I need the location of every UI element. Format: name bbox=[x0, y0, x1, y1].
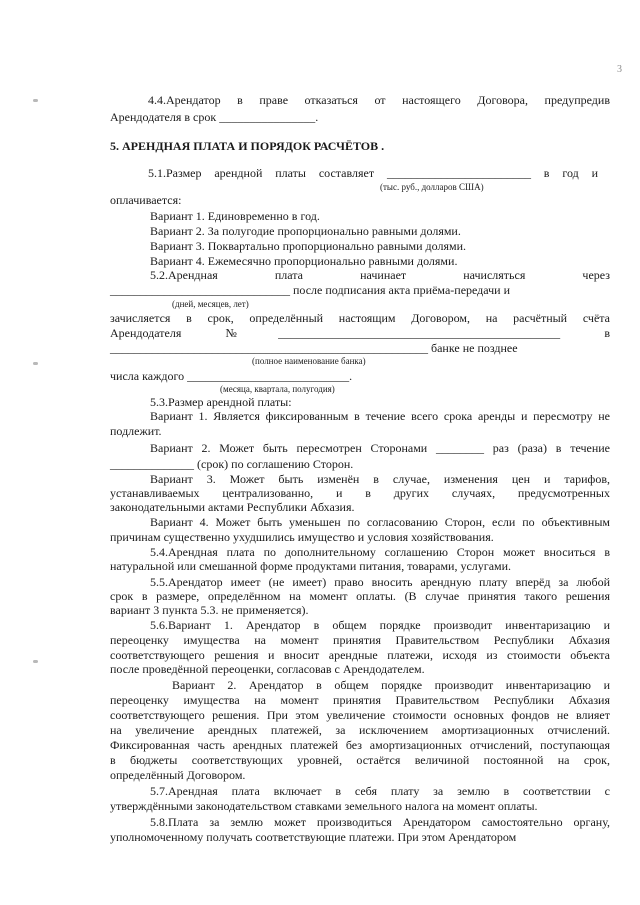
text-line: Вариант 1. Единовременно в год. bbox=[150, 209, 320, 223]
text-line: 5.7.Арендная плата включает в себя плату за землю в соответствии с bbox=[150, 784, 610, 798]
scan-mark bbox=[33, 99, 38, 102]
text-line: Вариант 3. Поквартально пропорционально равными долями. bbox=[150, 239, 467, 253]
text-line: определённый Договором. bbox=[110, 768, 246, 782]
field-caption: (полное наименование банка) bbox=[252, 356, 366, 366]
text-line: зачисляется в срок, определённый настоящим Договором, на расчётный счёта bbox=[110, 311, 610, 325]
text-line: Вариант 1. Является фиксированным в течение всего срока аренды и пересмотру не bbox=[150, 409, 610, 423]
text-line: числа каждого ___________________________. bbox=[110, 369, 353, 383]
scan-mark bbox=[33, 660, 38, 663]
text-line: Арендодателя №_______________________________________________ в bbox=[110, 326, 610, 340]
text-line: причинам существенно ухудшились имущество и условия хозяйствования. bbox=[110, 530, 494, 544]
text-line: Вариант 4. Может быть уменьшен по согласованию Сторон, если по объективным bbox=[150, 515, 610, 529]
text-line: на увеличение арендных платежей, за исключением амортизационных отчислений. bbox=[110, 723, 610, 737]
field-caption: (месяца, квартала, полугодия) bbox=[220, 384, 335, 394]
page-number: 3 bbox=[617, 64, 622, 75]
text-line: натуральной или смешанной форме продуктами питания, товарами, услугами. bbox=[110, 559, 512, 573]
text-line: срок в размере, определённом на момент оплаты. (В случае принятия такого решения bbox=[110, 589, 610, 603]
text-line: Арендодателя в срок ________________. bbox=[110, 110, 319, 124]
text-line: Вариант 2. За полугодие пропорционально равными долями. bbox=[150, 224, 461, 238]
text-line: законодательными актами Республики Абхазия. bbox=[110, 500, 355, 514]
text-line: 5.5.Арендатор имеет (не имеет) право вносить арендную плату вперёд за любой bbox=[150, 575, 610, 589]
text-line: Фиксированная часть арендных платежей без амортизационных отчислений, поступающая bbox=[110, 738, 610, 752]
text-line: 4.4.Арендатор в праве отказаться от настоящего Договора, предупредив bbox=[148, 93, 610, 107]
text-line: вариант 3 пункта 5.3. не применяется). bbox=[110, 603, 309, 617]
text-line: _____________________________________________________ банке не позднее bbox=[110, 341, 518, 355]
text-line: 5.3.Размер арендной платы: bbox=[150, 395, 292, 409]
text-line: оплачивается: bbox=[110, 193, 182, 207]
text-line: переоценку имущества на момент принятия Правительством Республики Абхазия bbox=[110, 693, 610, 707]
text-line: 5.2.Арендная плата начинает начисляться через bbox=[150, 268, 610, 282]
text-line: устанавливаемых централизованно, и в других случаях, предусмотренных bbox=[110, 486, 610, 500]
text-line: Вариант 2. Арендатор в общем порядке производит инвентаризацию и bbox=[172, 678, 610, 692]
text-line: подлежит. bbox=[110, 424, 162, 438]
text-line: ______________________________ после подписания акта приёма-передачи и bbox=[110, 283, 511, 297]
text-line: Вариант 3. Может быть изменён в случае, изменения цен и тарифов, bbox=[150, 472, 610, 486]
text-line: 5.1.Размер арендной платы составляет ________________________ в год и bbox=[148, 166, 598, 180]
section-heading: 5. АРЕНДНАЯ ПЛАТА И ПОРЯДОК РАСЧЁТОВ . bbox=[110, 139, 385, 153]
text-line: соответствующего решения. При этом увеличение стоимости основных фондов не влияет bbox=[110, 708, 610, 722]
text-line: переоценку имущества на момент принятия Правительством Республики Абхазия bbox=[110, 633, 610, 647]
text-line: Вариант 4. Ежемесячно пропорционально равными долями. bbox=[150, 254, 458, 268]
text-line: 5.6.Вариант 1. Арендатор в общем порядке производит инвентаризацию и bbox=[150, 618, 610, 632]
field-caption: (тыс. руб., долларов США) bbox=[380, 182, 484, 192]
text-line: 5.4.Арендная плата по дополнительному соглашению Сторон может вноситься в bbox=[150, 545, 610, 559]
text-line: уполномоченному получать соответствующие платежи. При этом Арендатором bbox=[110, 830, 517, 844]
text-line: Вариант 2. Может быть пересмотрен Сторонами ________ раз (раза) в течение bbox=[150, 441, 610, 455]
text-line: ______________ (срок) по соглашению Сторон. bbox=[110, 457, 354, 471]
text-line: соответствующего решения и вносит арендные платежи, исходя из стоимости объекта bbox=[110, 648, 610, 662]
field-caption: (дней, месяцев, лет) bbox=[172, 299, 249, 309]
scan-mark bbox=[33, 362, 38, 365]
text-line: после проведённой переоценки, согласовав с Арендодателем. bbox=[110, 662, 425, 676]
text-line: в бюджеты соответствующих уровней, остаётся величиной постоянной на срок, bbox=[110, 753, 610, 767]
text-line: утверждёнными законодательством ставками земельного налога на момент оплаты. bbox=[110, 799, 538, 813]
text-line: 5.8.Плата за землю может производиться Арендатором самостоятельно органу, bbox=[150, 815, 610, 829]
